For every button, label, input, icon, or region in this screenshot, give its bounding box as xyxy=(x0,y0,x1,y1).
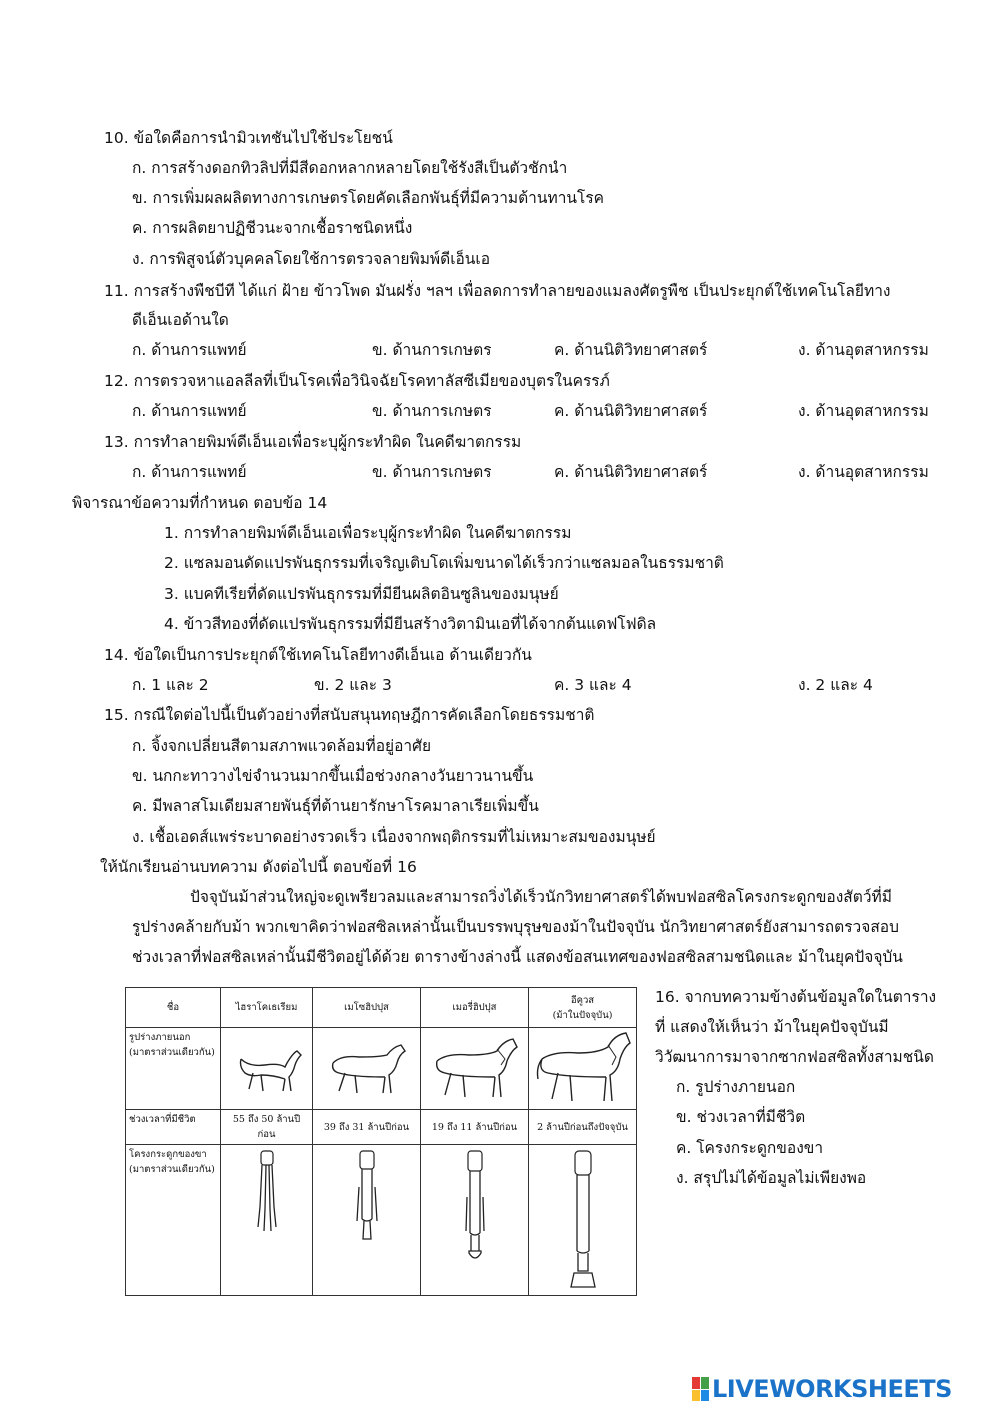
q13-option-c[interactable]: ค. ด้านนิติวิทยาศาสตร์ xyxy=(554,463,708,481)
leg-label-2: (มาตราส่วนเดียวกัน) xyxy=(129,1164,215,1175)
q14-option-c[interactable]: ค. 3 และ 4 xyxy=(554,676,632,694)
q16-option-b[interactable]: ข. ช่วงเวลาที่มีชีวิต xyxy=(676,1108,806,1126)
q11-option-a[interactable]: ก. ด้านการแพทย์ xyxy=(132,341,247,359)
shape-cell-3 xyxy=(421,1028,529,1110)
liveworksheets-wordmark: LIVEWORKSHEETS xyxy=(712,1375,952,1403)
passage16-line-1: ปัจจุบันม้าส่วนใหญ่จะดูเพรียวลมและสามารถวิ่งได้เร็วนักวิทยาศาสตร์ได้พบฟอสซิลโครงกระดูกของสัตว์ที่มี xyxy=(190,888,892,906)
horse-evolution-table xyxy=(125,987,637,1296)
q13-option-d[interactable]: ง. ด้านอุตสาหกรรม xyxy=(798,463,929,481)
passage14-item-1: 1. การทำลายพิมพ์ดีเอ็นเอเพื่อระบุผู้กระทำผิด ในคดีฆาตกรรม xyxy=(164,524,572,542)
species-equus-note: (ม้าในปัจจุบัน) xyxy=(552,1009,613,1021)
q13-stem: 13. การทำลายพิมพ์ดีเอ็นเอเพื่อระบุผู้กระทำผิด ในคดีฆาตกรรม xyxy=(104,433,522,451)
q11-option-b[interactable]: ข. ด้านการเกษตร xyxy=(372,341,492,359)
q10-option-d[interactable]: ง. การพิสูจน์ตัวบุคคลโดยใช้การตรวจลายพิมพ์ดีเอ็นเอ xyxy=(132,250,490,268)
q11-stem-line1: 11. การสร้างพืชบีที ได้แก่ ฝ้าย ข้าวโพด มันฝรั่ง ฯลฯ เพื่อลดการทำลายของแมลงศัตรูพืช เป็นประยุกต์ใช้เทคโนโลยีทาง xyxy=(104,282,891,300)
merychippus-body-figure xyxy=(427,1035,523,1103)
species-hyracotherium: ไฮราโคเธเรียม xyxy=(221,988,313,1028)
q14-option-b[interactable]: ข. 2 และ 3 xyxy=(314,676,392,694)
q15-option-c[interactable]: ค. มีพลาสโมเดียมสายพันธุ์ที่ต้านยารักษาโรคมาลาเรียเพิ่มขึ้น xyxy=(132,797,539,815)
species-equus xyxy=(529,988,637,1028)
passage14-item-3: 3. แบคทีเรียที่ดัดแปรพันธุกรรมที่มียีนผลิตอินซูลินของมนุษย์ xyxy=(164,585,559,603)
merychippus-leg-bone xyxy=(457,1147,493,1269)
q10-option-b[interactable]: ข. การเพิ่มผลผลิตทางการเกษตรโดยคัดเลือกพันธุ์ที่มีความต้านทานโรค xyxy=(132,189,605,207)
passage16-line-3: ช่วงเวลาที่ฟอสซิลเหล่านั้นมีชีวิตอยู่ได้ด้วย ตารางข้างล่างนี้ แสดงข้อสนเทศของฟอสซิลสามชนิดและ ม้าในยุคปัจจุบัน xyxy=(132,948,903,966)
passage16-intro: ให้นักเรียนอ่านบทความ ดังต่อไปนี้ ตอบข้อที่ 16 xyxy=(100,858,417,876)
period-row-label: ช่วงเวลาที่มีชีวิต xyxy=(126,1110,221,1145)
period-mesohippus: 39 ถึง 31 ล้านปีก่อน xyxy=(313,1110,421,1145)
shape-cell-4 xyxy=(529,1028,637,1110)
q11-options xyxy=(132,340,962,360)
shape-cell-2 xyxy=(313,1028,421,1110)
shape-cell-1 xyxy=(221,1028,313,1110)
q13-option-a[interactable]: ก. ด้านการแพทย์ xyxy=(132,463,247,481)
leg-cell-2 xyxy=(313,1145,421,1296)
q14-options xyxy=(132,675,962,695)
q11-option-c[interactable]: ค. ด้านนิติวิทยาศาสตร์ xyxy=(554,341,708,359)
q12-option-a[interactable]: ก. ด้านการแพทย์ xyxy=(132,402,247,420)
equus-leg-bone xyxy=(563,1147,603,1293)
table-leg-row xyxy=(126,1145,637,1296)
q16-option-d[interactable]: ง. สรุปไม่ได้ข้อมูลไม่เพียงพอ xyxy=(676,1169,867,1187)
shape-label-1: รูปร่างภายนอก xyxy=(129,1032,191,1043)
q16-option-c[interactable]: ค. โครงกระดูกของขา xyxy=(676,1139,824,1157)
hyracotherium-body-figure xyxy=(227,1043,307,1095)
q10-option-c[interactable]: ค. การผลิตยาปฏิชีวนะจากเชื้อราชนิดหนึ่ง xyxy=(132,219,413,237)
q15-stem: 15. กรณีใดต่อไปนี้เป็นตัวอย่างที่สนับสนุนทฤษฎีการคัดเลือกโดยธรรมชาติ xyxy=(104,706,595,724)
q12-option-b[interactable]: ข. ด้านการเกษตร xyxy=(372,402,492,420)
q16-stem-line2: ที่ แสดงให้เห็นว่า ม้าในยุคปัจจุบันมี xyxy=(655,1018,889,1036)
q14-option-d[interactable]: ง. 2 และ 4 xyxy=(798,676,873,694)
species-equus-name: อีคูวส xyxy=(570,994,595,1006)
q13-options xyxy=(132,462,962,482)
hyracotherium-leg-bone xyxy=(252,1147,282,1237)
q16-stem-line3: วิวัฒนาการมาจากซากฟอสซิลทั้งสามชนิด xyxy=(655,1048,934,1066)
q10-stem: 10. ข้อใดคือการนำมิวเทชันไปใช้ประโยชน์ xyxy=(104,129,393,147)
q15-option-b[interactable]: ข. นกกะทาวางไข่จำนวนมากขึ้นเมื่อช่วงกลางวันยาวนานขึ้น xyxy=(132,767,534,785)
name-header: ชื่อ xyxy=(126,988,221,1028)
q12-option-c[interactable]: ค. ด้านนิติวิทยาศาสตร์ xyxy=(554,402,708,420)
passage14-item-4: 4. ข้าวสีทองที่ดัดแปรพันธุกรรมที่มียีนสร้างวิตามินเอที่ได้จากต้นแดฟโฟดิล xyxy=(164,615,657,633)
species-merychippus: เมอรี่ฮิปปุส xyxy=(421,988,529,1028)
mesohippus-leg-bone xyxy=(350,1147,384,1247)
q11-option-d[interactable]: ง. ด้านอุตสาหกรรม xyxy=(798,341,929,359)
q13-option-b[interactable]: ข. ด้านการเกษตร xyxy=(372,463,492,481)
leg-cell-1 xyxy=(221,1145,313,1296)
q11-stem-line2: ดีเอ็นเอด้านใด xyxy=(132,311,229,329)
leg-cell-3 xyxy=(421,1145,529,1296)
table-header-row xyxy=(126,988,637,1028)
mesohippus-body-figure xyxy=(323,1039,411,1099)
leg-cell-4 xyxy=(529,1145,637,1296)
passage16-line-2: รูปร่างคล้ายกับม้า พวกเขาคิดว่าฟอสซิลเหล่านั้นเป็นบรรพบุรุษของม้าในปัจจุบัน นักวิทยาศาสตร์ยังสามารถตรวจสอบ xyxy=(132,918,899,936)
q14-option-a[interactable]: ก. 1 และ 2 xyxy=(132,676,209,694)
q16-stem-line1: 16. จากบทความข้างต้นข้อมูลใดในตาราง xyxy=(655,988,937,1006)
passage14-intro: พิจารณาข้อความที่กำหนด ตอบข้อ 14 xyxy=(72,494,328,512)
period-hyracotherium: 55 ถึง 50 ล้านปีก่อน xyxy=(221,1110,313,1145)
q14-stem: 14. ข้อใดเป็นการประยุกต์ใช้เทคโนโลยีทางดีเอ็นเอ ด้านเดียวกัน xyxy=(104,646,532,664)
liveworksheets-icon xyxy=(692,1377,709,1401)
q12-stem: 12. การตรวจหาแอลลีลที่เป็นโรคเพื่อวินิจฉัยโรคทาลัสซีเมียของบุตรในครรภ์ xyxy=(104,372,610,390)
shape-label-2: (มาตราส่วนเดียวกัน) xyxy=(129,1047,215,1058)
q15-option-d[interactable]: ง. เชื้อเอดส์แพร่ระบาดอย่างรวดเร็ว เนื่องจากพฤติกรรมที่ไม่เหมาะสมของมนุษย์ xyxy=(132,828,656,846)
q16-option-a[interactable]: ก. รูปร่างภายนอก xyxy=(676,1078,796,1096)
table-period-row xyxy=(126,1110,637,1145)
period-equus: 2 ล้านปีก่อนถึงปัจจุบัน xyxy=(529,1110,637,1145)
q10-option-a[interactable]: ก. การสร้างดอกทิวลิปที่มีสีดอกหลากหลายโดยใช้รังสีเป็นตัวชักนำ xyxy=(132,159,568,177)
leg-label-1: โครงกระดูกของขา xyxy=(129,1149,207,1160)
species-mesohippus: เมโซฮิปปุส xyxy=(313,988,421,1028)
leg-row-label xyxy=(126,1145,221,1296)
q15-option-a[interactable]: ก. จิ้งจกเปลี่ยนสีตามสภาพแวดล้อมที่อยู่อาศัย xyxy=(132,737,432,755)
period-merychippus: 19 ถึง 11 ล้านปีก่อน xyxy=(421,1110,529,1145)
q12-options xyxy=(132,401,962,421)
passage14-item-2: 2. แซลมอนดัดแปรพันธุกรรมที่เจริญเติบโตเพิ่มขนาดได้เร็วกว่าแซลมอลในธรรมชาติ xyxy=(164,554,724,572)
shape-row-label xyxy=(126,1028,221,1110)
table-shape-row xyxy=(126,1028,637,1110)
equus-body-figure xyxy=(532,1031,636,1107)
liveworksheets-logo[interactable] xyxy=(692,1374,952,1404)
q12-option-d[interactable]: ง. ด้านอุตสาหกรรม xyxy=(798,402,929,420)
